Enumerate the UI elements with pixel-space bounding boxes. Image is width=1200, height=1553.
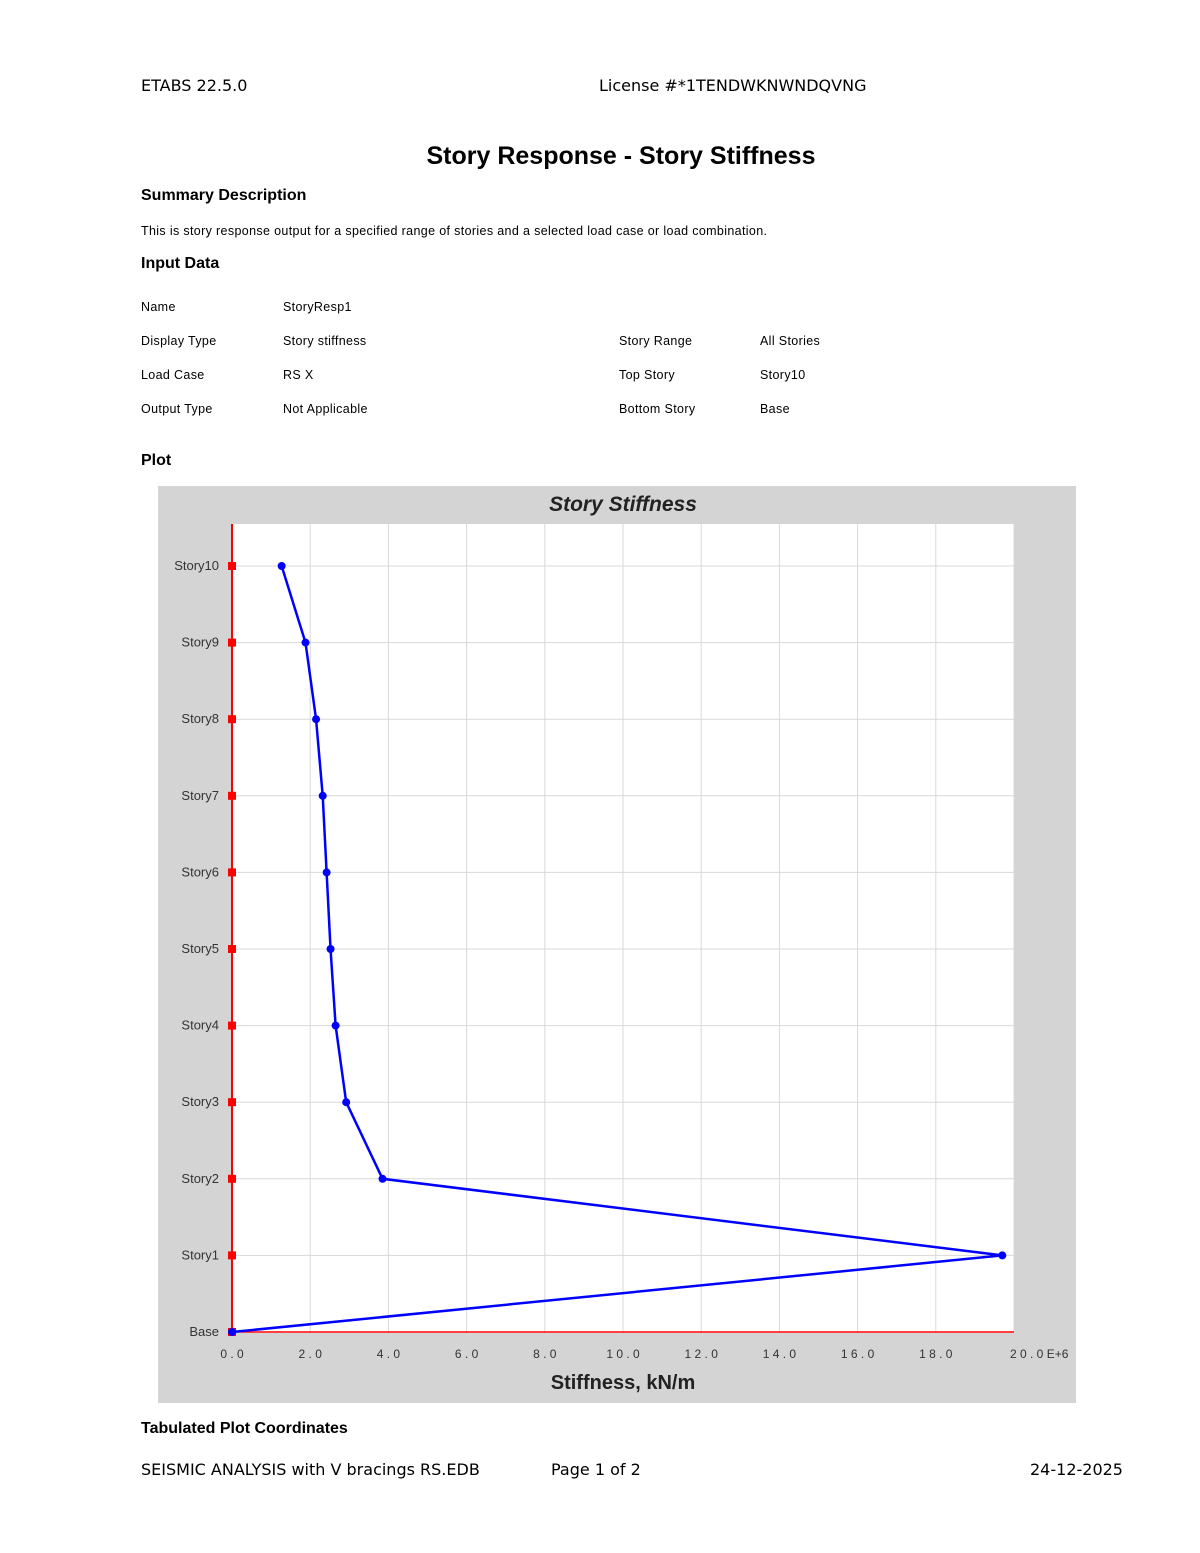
y-tick-label: Story2: [181, 1170, 219, 1186]
y-tick-label: Story4: [181, 1017, 219, 1033]
y-tick-label: Story5: [181, 941, 219, 956]
y-tick-label: Story9: [181, 634, 219, 650]
x-tick-label: 2 . 0: [298, 1347, 322, 1361]
display-type-label: Display Type: [141, 334, 217, 348]
data-point: [228, 1328, 236, 1336]
y-tick-label: Story7: [181, 787, 219, 803]
x-tick-label: 1 2 . 0: [684, 1347, 718, 1361]
output-type-label: Output Type: [141, 402, 213, 416]
load-case-label: Load Case: [141, 368, 205, 382]
data-point: [379, 1175, 387, 1183]
top-story-value: Story10: [760, 368, 806, 382]
x-tick-label: 2 0 . 0 E+6: [1010, 1347, 1069, 1361]
data-point: [332, 1022, 340, 1030]
x-tick-label: 0 . 0: [220, 1347, 244, 1361]
input-heading: Input Data: [141, 255, 220, 272]
bottom-story-label: Bottom Story: [619, 402, 696, 416]
data-point: [319, 792, 327, 800]
x-tick-label: 8 . 0: [533, 1347, 557, 1361]
header-license: License #*1TENDWKNWNDQVNG: [599, 76, 867, 95]
y-tick-label: Base: [189, 1324, 219, 1339]
footer-page: Page 1 of 2: [551, 1460, 641, 1479]
footer-file: SEISMIC ANALYSIS with V bracings RS.EDB: [141, 1460, 480, 1479]
y-tick-label: Story10: [174, 558, 219, 573]
x-tick-label: 4 . 0: [376, 1347, 401, 1361]
bottom-story-value: Base: [760, 402, 790, 416]
x-tick-label: 1 0 . 0: [606, 1347, 640, 1361]
x-axis-title: Stiffness, kN/m: [550, 1372, 696, 1394]
plot-frame: [158, 486, 1076, 1403]
load-case-value: RS X: [283, 368, 314, 382]
output-type-value: Not Applicable: [283, 402, 368, 416]
data-point: [323, 868, 331, 876]
data-point: [302, 639, 310, 647]
data-point: [278, 562, 286, 570]
display-type-value: Story stiffness: [283, 334, 367, 348]
x-tick-label: 6 . 0: [454, 1347, 479, 1361]
name-label: Name: [141, 300, 176, 314]
name-value: StoryResp1: [283, 300, 352, 314]
data-point: [998, 1251, 1006, 1259]
x-tick-label: 1 4 . 0: [762, 1347, 797, 1361]
data-point: [312, 715, 320, 723]
story-range-label: Story Range: [619, 334, 693, 348]
plot-heading: Plot: [141, 452, 172, 469]
y-tick-label: Story1: [181, 1247, 219, 1263]
table-heading: Tabulated Plot Coordinates: [141, 1420, 348, 1437]
data-point: [327, 945, 335, 953]
y-tick-label: Story3: [181, 1094, 219, 1110]
x-tick-label: 1 8 . 0: [919, 1347, 953, 1361]
header-app: ETABS 22.5.0: [141, 76, 248, 95]
story-range-value: All Stories: [760, 334, 821, 348]
x-tick-label: 1 6 . 0: [840, 1347, 875, 1361]
data-point: [342, 1098, 350, 1106]
top-story-label: Top Story: [619, 368, 675, 382]
footer-date: 24-12-2025: [1030, 1460, 1123, 1479]
y-tick-label: Story8: [181, 711, 219, 727]
summary-heading: Summary Description: [141, 187, 307, 204]
summary-text: This is story response output for a specified range of stories and a selected load case or load combination.: [141, 224, 768, 238]
story-stiffness-chart: [158, 486, 1076, 1403]
page-title: Story Response - Story Stiffness: [426, 142, 816, 170]
y-tick-label: Story6: [181, 864, 219, 880]
chart-title: Story Stiffness: [549, 493, 697, 516]
